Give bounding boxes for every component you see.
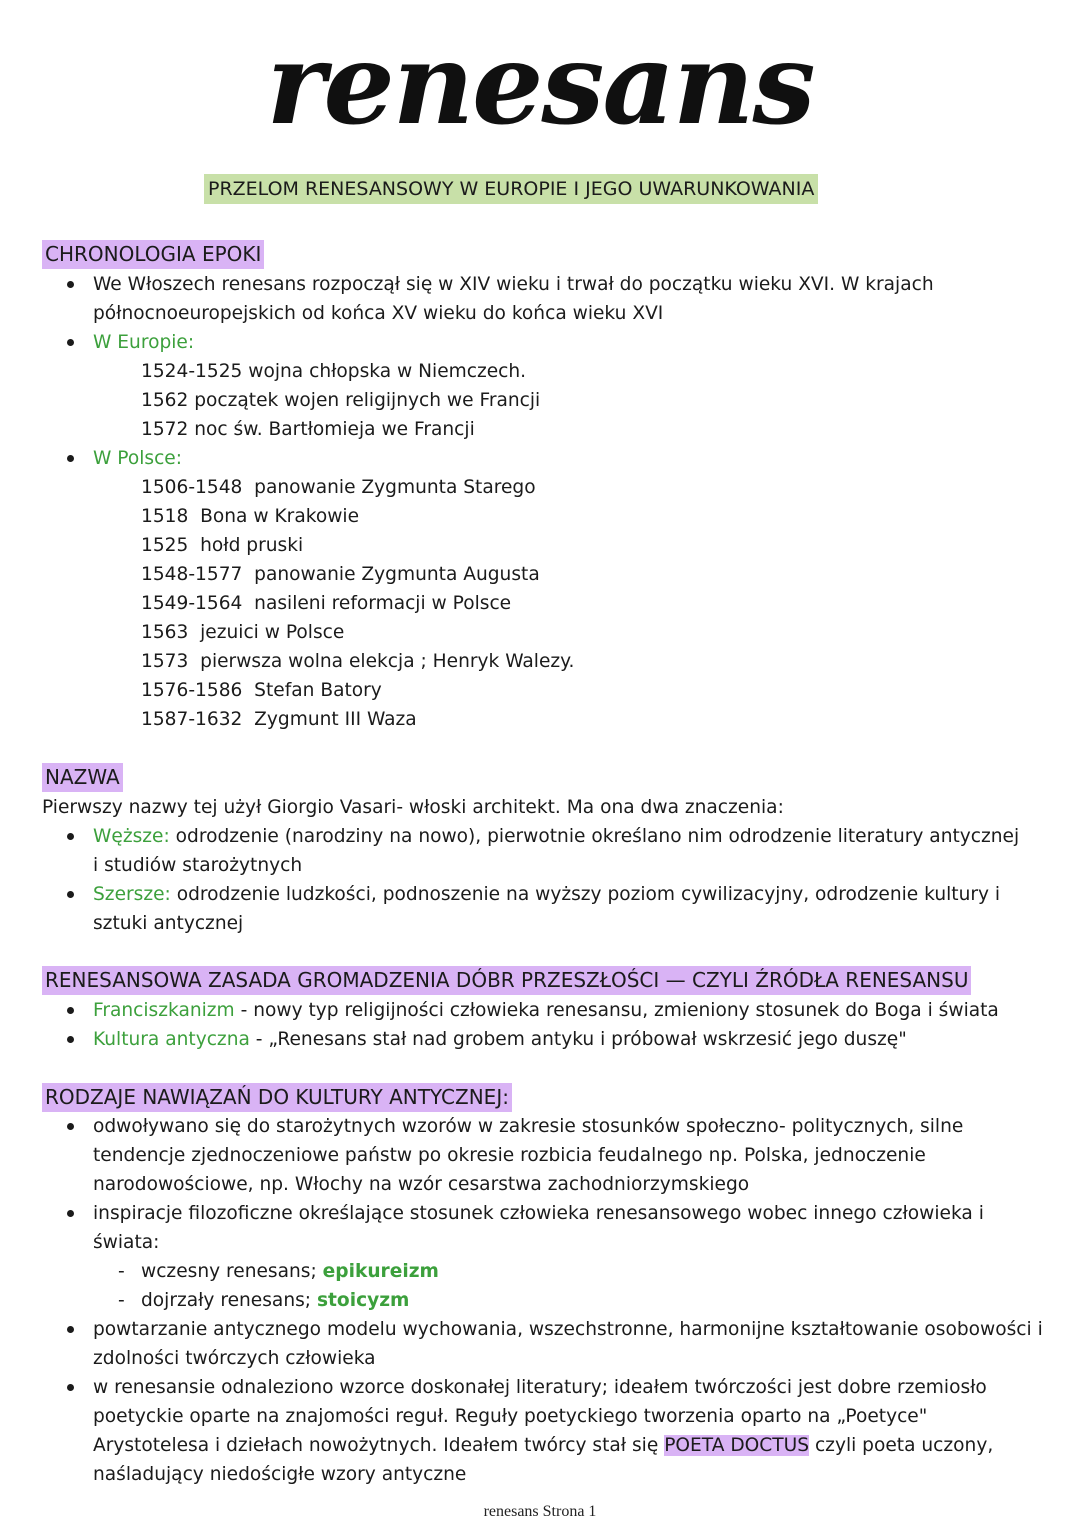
text-line: w renesansie odnaleziono wzorce doskonałej literatury; ideałem twórczości jest dobre rzemiosło [93, 1377, 987, 1398]
event-line: 1563 jezuici w Polsce [141, 622, 345, 643]
text-line [93, 822, 1019, 851]
event-line: 1573 pierwsza wolna elekcja ; Henryk Walezy. [141, 651, 575, 672]
dash-icon: - [118, 1261, 125, 1282]
text-line [93, 996, 999, 1025]
term-stoicyzm: stoicyzm [316, 1290, 410, 1311]
text-line [93, 880, 1000, 909]
dash-icon: - [118, 1290, 125, 1311]
event-line: 1562 początek wojen religijnych we Francji [141, 390, 541, 411]
text-line: i studiów starożytnych [93, 855, 303, 876]
text-line: naśladujący niedościgłe wzory antyczne [93, 1464, 467, 1485]
page-title: renesans [266, 19, 814, 150]
heading-nazwa: NAZWA [42, 763, 123, 792]
sub-text: dojrzały renesans; [141, 1290, 317, 1311]
term-narrow: Węższe: [93, 826, 170, 847]
sub-text: wczesny renesans; [141, 1261, 323, 1282]
term-narrow-text: odrodzenie (narodziny na nowo), pierwotnie określano nim odrodzenie literatury antycznej [169, 826, 1020, 847]
term-poeta-doctus: POETA DOCTUS [664, 1435, 810, 1456]
event-line: 1506-1548 panowanie Zygmunta Starego [141, 477, 536, 498]
text-line [141, 1257, 439, 1286]
bullet-icon [67, 1210, 74, 1217]
event-line: 1525 hołd pruski [141, 535, 304, 556]
term-text: - nowy typ religijności człowieka renesansu, zmieniony stosunek do Boga i świata [234, 1000, 999, 1021]
event-line: 1549-1564 nasileni reformacji w Polsce [141, 593, 512, 614]
term-broad-text: odrodzenie ludzkości, podnoszenie na wyższy poziom cywilizacyjny, odrodzenie kultury i [170, 884, 1001, 905]
text-line: We Włoszech renesans rozpoczął się w XIV wieku i trwał do początku wieku XVI. W krajach [93, 274, 934, 295]
bullet-icon [67, 455, 74, 462]
bullet-icon [67, 1123, 74, 1130]
text-line: powtarzanie antycznego modelu wychowania, wszechstronne, harmonijne kształtowanie osobowości i [93, 1319, 1043, 1340]
bullet-icon [67, 1007, 74, 1014]
bullet-icon [67, 1326, 74, 1333]
text-line: zdolności twórczych człowieka [93, 1348, 376, 1369]
text-line: Pierwszy nazwy tej użył Giorgio Vasari- włoski architekt. Ma ona dwa znaczenia: [42, 797, 784, 818]
text-line: odwoływano się do starożytnych wzorów w zakresie stosunków społeczno- politycznych, silne [93, 1116, 964, 1137]
text-line: północnoeuropejskich od końca XV wieku do końca wieku XVI [93, 303, 664, 324]
text-line [93, 1025, 907, 1054]
label-poland: W Polsce: [93, 448, 183, 469]
text-part: Arystotelesa i dziełach nowożytnych. Ideałem twórcy stał się [93, 1435, 665, 1456]
term-kultura-antyczna: Kultura antyczna [93, 1029, 250, 1050]
event-line: 1548-1577 panowanie Zygmunta Augusta [141, 564, 540, 585]
heading-chronologia: CHRONOLOGIA EPOKI [42, 240, 264, 269]
event-line: 1572 noc św. Bartłomieja we Francji [141, 419, 475, 440]
bullet-icon [67, 891, 74, 898]
event-line: 1524-1525 wojna chłopska w Niemczech. [141, 361, 527, 382]
text-line: tendencje zjednoczeniowe państw po okresie rozbicia feudalnego np. Polska, jednoczenie [93, 1145, 926, 1166]
term-epikureizm: epikureizm [322, 1261, 439, 1282]
text-line: poetyckie oparte na znajomości reguł. Reguły poetyckiego tworzenia oparto na „Poetyce" [93, 1406, 928, 1427]
event-line: 1518 Bona w Krakowie [141, 506, 360, 527]
heading-zrodla: RENESANSOWA ZASADA GROMADZENIA DÓBR PRZESZŁOŚCI — CZYLI ŹRÓDŁA RENESANSU [42, 966, 971, 995]
page-footer: renesans Strona 1 [483, 1503, 597, 1520]
heading-rodzaje: RODZAJE NAWIĄZAŃ DO KULTURY ANTYCZNEJ: [42, 1083, 512, 1112]
event-line: 1576-1586 Stefan Batory [141, 680, 382, 701]
bullet-icon [67, 1384, 74, 1391]
event-line: 1587-1632 Zygmunt III Waza [141, 709, 417, 730]
bullet-icon [67, 281, 74, 288]
term-franciszkanizm: Franciszkanizm [93, 1000, 235, 1021]
bullet-icon [67, 833, 74, 840]
text-line: inspiracje filozoficzne określające stosunek człowieka renesansowego wobec innego człowieka i [93, 1203, 984, 1224]
text-part: czyli poeta uczony, [809, 1435, 994, 1456]
text-line: narodowościowe, np. Włochy na wzór cesarstwa zachodniorzymskiego [93, 1174, 750, 1195]
label-europe: W Europie: [93, 332, 195, 353]
text-line [141, 1286, 409, 1315]
text-line: świata: [93, 1232, 160, 1253]
bullet-icon [67, 339, 74, 346]
text-line [93, 1431, 993, 1460]
term-broad: Szersze: [93, 884, 171, 905]
text-line: sztuki antycznej [93, 913, 244, 934]
term-text: - „Renesans stał nad grobem antyku i próbował wskrzesić jego duszę" [249, 1029, 907, 1050]
bullet-icon [67, 1036, 74, 1043]
section-subtitle: PRZELOM RENESANSOWY W EUROPIE I JEGO UWARUNKOWANIA [204, 174, 818, 204]
